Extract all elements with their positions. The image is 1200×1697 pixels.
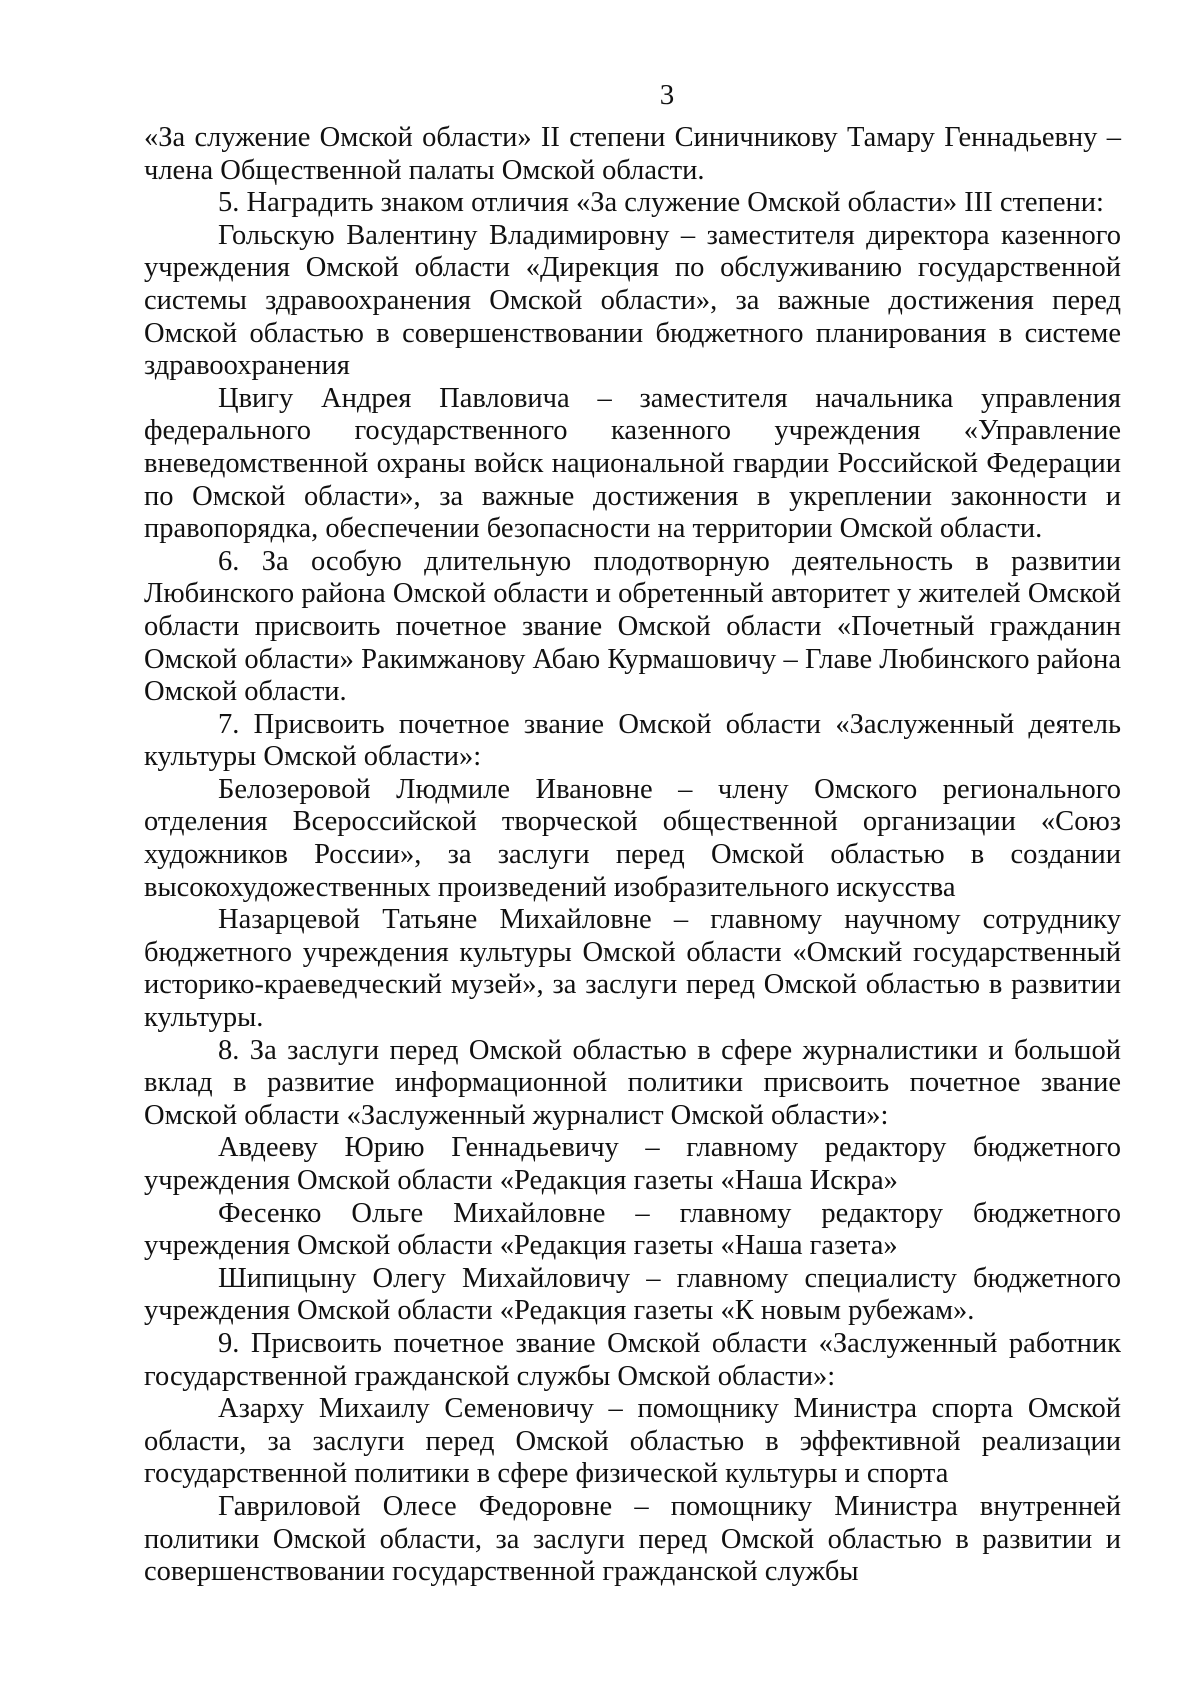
- paragraph-tsviga: Цвигу Андрея Павловича – заместителя начальника управления федерального государственного казенного учреждения «Управление вневедомственной охраны войск национальной гвардии Российской Федерации по Омской области», за важные достижения в укреплении законности и правопорядка, обеспечении безопасности на территории Омской области.: [144, 382, 1121, 545]
- paragraph-item-5: 5. Наградить знаком отличия «За служение Омской области» III степени:: [218, 187, 1104, 219]
- paragraph-fesenko: Фесенко Ольге Михайловне – главному редактору бюджетного учреждения Омской области «Редакция газеты «Наша газета»: [144, 1197, 1121, 1262]
- paragraph-item-7: 7. Присвоить почетное звание Омской области «Заслуженный деятель культуры Омской области»:: [144, 708, 1121, 773]
- paragraph-golskaya: Гольскую Валентину Владимировну – заместителя директора казенного учреждения Омской области «Дирекция по обслуживанию государственной системы здравоохранения Омской области», за важные достижения перед Омской областью в совершенствовании бюджетного планирования в системе здравоохранения: [144, 219, 1121, 382]
- paragraph-avdeev: Авдееву Юрию Геннадьевичу – главному редактору бюджетного учреждения Омской области «Редакция газеты «Наша Искра»: [144, 1132, 1121, 1196]
- paragraph-nazartseva: Назарцевой Татьяне Михайловне – главному научному сотруднику бюджетного учреждения культуры Омской области «Омский государственный историко-краеведческий музей», за заслуги перед Омской областью в развитии культуры.: [144, 904, 1121, 1034]
- paragraph-item-6: 6. За особую длительную плодотворную деятельность в развитии Любинского района Омской области и обретенный авторитет у жителей Омской области присвоить почетное звание Омской области «Почетный гражданин Омской области» Ракимжанову Абаю Курмашовичу – Главе Любинского района Омской области.: [144, 545, 1121, 708]
- document-body: [144, 122, 1121, 1589]
- page-number: 3: [659, 79, 675, 111]
- paragraph-azarkh: Азарху Михаилу Семеновичу – помощнику Министра спорта Омской области, за заслуги перед Омской областью в эффективной реализации государственной политики в сфере физической культуры и спорта: [144, 1393, 1121, 1490]
- paragraph-continuation: «За служение Омской области» II степени Синичникову Тамару Геннадьевну – члена Общественной палаты Омской области.: [144, 122, 1121, 186]
- paragraph-belozerova: Белозеровой Людмиле Ивановне – члену Омского регионального отделения Всероссийской творческой общественной организации «Союз художников России», за заслуги перед Омской областью в создании высокохудожественных произведений изобразительного искусства: [144, 773, 1121, 903]
- paragraph-gavrilova: Гавриловой Олесе Федоровне – помощнику Министра внутренней политики Омской области, за заслуги перед Омской областью в развитии и совершенствовании государственной гражданской службы: [144, 1490, 1121, 1588]
- paragraph-shipitsyn: Шипицыну Олегу Михайловичу – главному специалисту бюджетного учреждения Омской области «Редакция газеты «К новым рубежам».: [144, 1262, 1121, 1327]
- paragraph-item-8: 8. За заслуги перед Омской областью в сфере журналистики и большой вклад в развитие информационной политики присвоить почетное звание Омской области «Заслуженный журналист Омской области»:: [144, 1034, 1121, 1131]
- paragraph-item-9: 9. Присвоить почетное звание Омской области «Заслуженный работник государственной гражданской службы Омской области»:: [144, 1327, 1121, 1392]
